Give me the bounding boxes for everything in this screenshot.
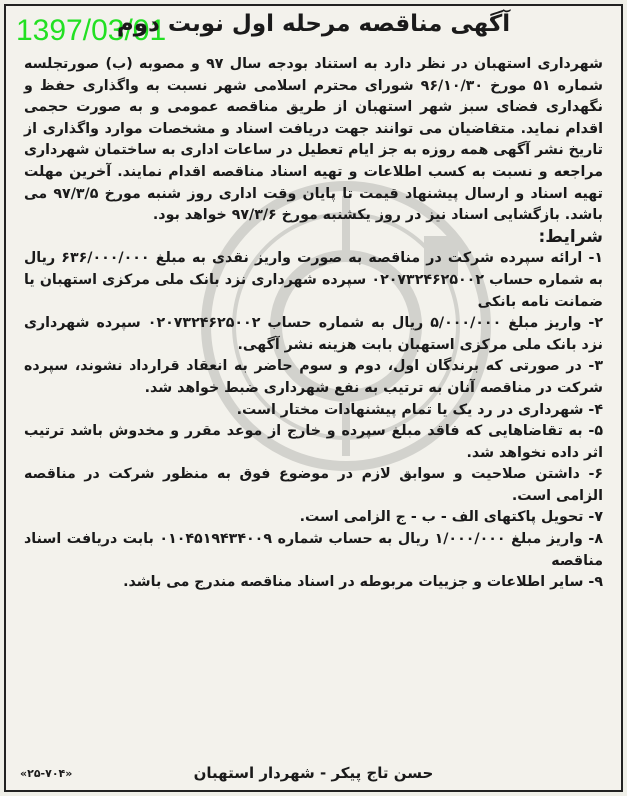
date-stamp: 1397/03/01 xyxy=(16,14,167,47)
notice-intro: شهرداری استهبان در نظر دارد به استناد بودجه سال ۹۷ و مصوبه (ب) صورتجلسه شماره ۵۱ مورخ ۹۶/۱۰/۳۰ شورای محترم اسلامی شهر نسبت به واگذاری حفظ و نگهداری فضای سبز شهر استهبان از طریق مناقصه عمومی و به صورت حجمی اقدام نماید. متقاضیان می توانند جهت دریافت اسناد و مشخصات موارد واگذاری از تاریخ نشر آگهی همه روزه به جز ایام تعطیل در ساعات اداری به ساختمان شهرداری مراجعه و نسبت به کسب اطلاعات و تهیه اسناد مناقصه اقدام نمایند. آخرین مهلت تهیه اسناد و ارسال پیشنهاد قیمت تا پایان وقت اداری روز شنبه مورخ ۹۷/۳/۵ می باشد. بازگشایی اسناد نیز در روز یکشنبه مورخ ۹۷/۳/۶ خواهد بود. xyxy=(24,56,603,224)
condition-item: ۶- داشتن صلاحیت و سوابق لازم در موضوع فوق به منظور شرکت در مناقصه الزامی است. xyxy=(24,466,603,504)
condition-item: ۳- در صورتی که برندگان اول، دوم و سوم حاضر به انعقاد قرارداد نشوند، سپرده شرکت در مناقصه آنان به ترتیب به نفع شهرداری ضبط خواهد شد. xyxy=(24,358,603,396)
notice-title: آگهی مناقصه مرحله اول نوبت دوم xyxy=(116,11,511,37)
condition-item: ۲- واریز مبلغ ۵/۰۰۰/۰۰۰ ریال به شماره حساب ۰۲۰۷۳۲۴۶۲۵۰۰۲ سپرده شهرداری نزد بانک ملی مرکزی استهبان بابت هزینه نشر آگهی. xyxy=(24,315,603,353)
condition-item: ۴- شهرداری در رد یک یا تمام پیشنهادات مختار است. xyxy=(236,401,603,418)
condition-item: ۱- ارائه سپرده شرکت در مناقصه به صورت واریز نقدی به مبلغ ۶۳۶/۰۰۰/۰۰۰ ریال به شماره حساب ۰۲۰۷۳۲۴۶۲۵۰۰۲ سپرده شهرداری نزد بانک ملی مرکزی استهبان یا ضمانت نامه بانکی xyxy=(24,250,604,310)
notice-body xyxy=(24,54,603,594)
notice-code: «۲۵-۷۰۴» xyxy=(20,767,73,780)
notice-frame xyxy=(4,4,623,792)
signature-line xyxy=(24,764,603,782)
condition-item: ۸- واریز مبلغ ۱/۰۰۰/۰۰۰ ریال به حساب شماره ۰۱۰۴۵۱۹۴۳۴۰۰۹ بابت دریافت اسناد مناقصه xyxy=(24,531,603,569)
conditions-heading: شرایط: xyxy=(538,226,603,247)
signature-name: حسن تاج پیکر - شهردار استهبان xyxy=(193,764,434,782)
condition-item: ۷- تحویل پاکتهای الف - ب - ج الزامی است. xyxy=(299,509,603,526)
condition-item: ۵- به تقاضاهایی که فاقد مبلغ سپرده و خارج از موعد مقرر و مخدوش باشد ترتیب اثر داده نخواهد شد. xyxy=(24,423,603,461)
condition-item: ۹- سایر اطلاعات و جزییات مربوطه در اسناد مناقصه مندرج می باشد. xyxy=(123,574,603,591)
